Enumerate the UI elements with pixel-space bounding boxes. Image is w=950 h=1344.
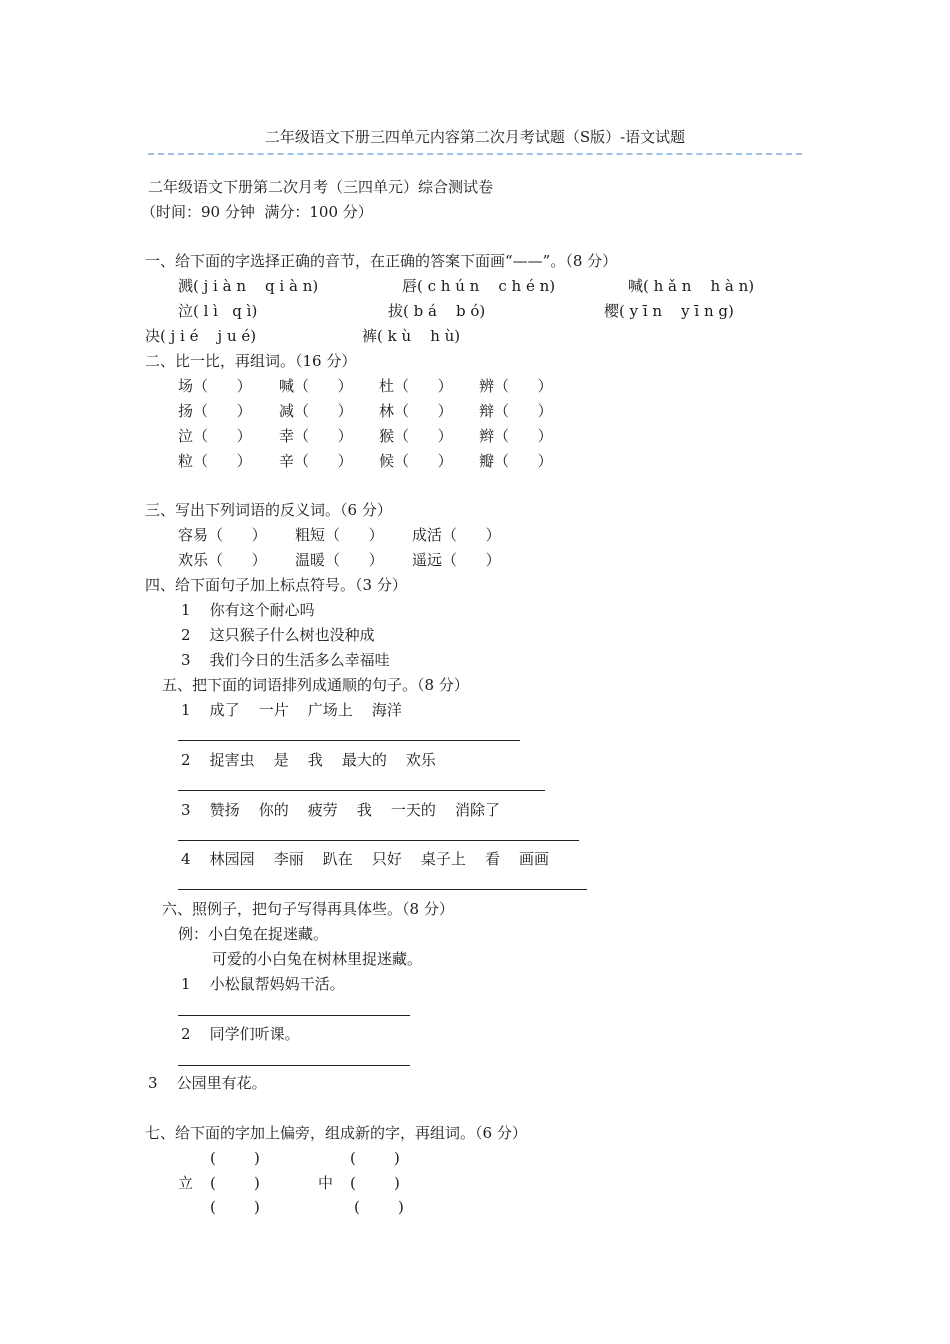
- example-answer: 可爱的小白兔在树林里捉迷藏。: [212, 950, 423, 968]
- base-character: 中: [318, 1174, 334, 1192]
- pinyin-item: 樱( y ī n y ī n g): [604, 302, 734, 320]
- section-7-title: 七、给下面的字加上偏旁，组成新的字，再组词。（6 分）: [145, 1124, 527, 1142]
- antonym-cell: 遥远（ ）: [412, 551, 501, 569]
- radical-blank: ( ): [210, 1149, 260, 1167]
- compare-cell: 幸（ ）: [279, 427, 353, 445]
- reorder-item: 4 林园园 李丽 趴在 只好 桌子上 看 画画: [181, 850, 550, 868]
- radical-blank: ( ): [350, 1174, 400, 1192]
- doc-meta: （时间：90 分钟 满分：100 分）: [141, 203, 373, 221]
- radical-blank: ( ): [354, 1198, 404, 1216]
- reorder-item: 3 赞扬 你的 疲劳 我 一天的 消除了: [181, 801, 500, 819]
- answer-line[interactable]: [178, 1065, 410, 1066]
- compare-cell: 林（ ）: [379, 402, 453, 420]
- compare-cell: 喊（ ）: [279, 377, 353, 395]
- compare-cell: 减（ ）: [279, 402, 353, 420]
- compare-cell: 场（ ）: [178, 377, 252, 395]
- radical-blank: ( ): [210, 1174, 260, 1192]
- compare-cell: 猴（ ）: [379, 427, 453, 445]
- doc-title: 二年级语文下册第二次月考（三四单元）综合测试卷: [148, 178, 494, 196]
- expand-item: 2 同学们听课。: [181, 1025, 300, 1043]
- antonym-cell: 欢乐（ ）: [178, 551, 267, 569]
- antonym-cell: 温暖（ ）: [295, 551, 384, 569]
- compare-cell: 瓣（ ）: [479, 452, 553, 470]
- punctuation-item: 1 你有这个耐心吗: [181, 601, 315, 619]
- section-2-title: 二、比一比，再组词。（16 分）: [145, 352, 357, 370]
- pinyin-item: 喊( h ǎ n h à n): [628, 277, 755, 295]
- section-3-title: 三、写出下列词语的反义词。（6 分）: [145, 501, 392, 519]
- antonym-cell: 粗短（ ）: [295, 526, 384, 544]
- compare-cell: 泣（ ）: [178, 427, 252, 445]
- section-6-title: 六、照例子，把句子写得再具体些。（8 分）: [162, 900, 454, 918]
- example-sentence: 例：小白兔在捉迷藏。: [178, 925, 329, 943]
- answer-line[interactable]: [178, 889, 587, 890]
- header-divider: [148, 153, 802, 155]
- compare-cell: 粒（ ）: [178, 452, 252, 470]
- compare-cell: 杜（ ）: [379, 377, 453, 395]
- pinyin-item: 拔( b á b ó): [388, 302, 486, 320]
- pinyin-item: 泣( l ì q ì): [178, 302, 258, 320]
- expand-item: 3 公园里有花。: [148, 1074, 267, 1092]
- punctuation-item: 2 这只猴子什么树也没种成: [181, 626, 375, 644]
- antonym-cell: 成活（ ）: [412, 526, 501, 544]
- page-header-title: 二年级语文下册三四单元内容第二次月考试题（S版）-语文试题: [264, 128, 686, 146]
- expand-item: 1 小松鼠帮妈妈干活。: [181, 975, 345, 993]
- reorder-item: 2 捉害虫 是 我 最大的 欢乐: [181, 751, 436, 769]
- section-4-title: 四、给下面句子加上标点符号。（3 分）: [145, 576, 407, 594]
- radical-blank: ( ): [210, 1198, 260, 1216]
- answer-line[interactable]: [178, 1015, 410, 1016]
- compare-cell: 辛（ ）: [279, 452, 353, 470]
- pinyin-item: 溅( j i à n q i à n): [178, 277, 319, 295]
- reorder-item: 1 成了 一片 广场上 海洋: [181, 701, 402, 719]
- section-5-title: 五、把下面的词语排列成通顺的句子。（8 分）: [162, 676, 469, 694]
- punctuation-item: 3 我们今日的生活多么幸福哇: [181, 651, 390, 669]
- answer-line[interactable]: [178, 790, 545, 791]
- pinyin-item: 决( j i é j u é): [145, 327, 257, 345]
- compare-cell: 辨（ ）: [479, 377, 553, 395]
- pinyin-item: 唇( c h ú n c h é n): [402, 277, 556, 295]
- base-character: 立: [178, 1174, 194, 1192]
- answer-line[interactable]: [178, 840, 579, 841]
- compare-cell: 辩（ ）: [479, 402, 553, 420]
- compare-cell: 辫（ ）: [479, 427, 553, 445]
- pinyin-item: 裤( k ù h ù): [362, 327, 461, 345]
- antonym-cell: 容易（ ）: [178, 526, 267, 544]
- answer-line[interactable]: [178, 740, 520, 741]
- section-1-title: 一、给下面的字选择正确的音节，在正确的答案下面画“——”。（8 分）: [145, 252, 618, 270]
- compare-cell: 扬（ ）: [178, 402, 252, 420]
- compare-cell: 候（ ）: [379, 452, 453, 470]
- radical-blank: ( ): [350, 1149, 400, 1167]
